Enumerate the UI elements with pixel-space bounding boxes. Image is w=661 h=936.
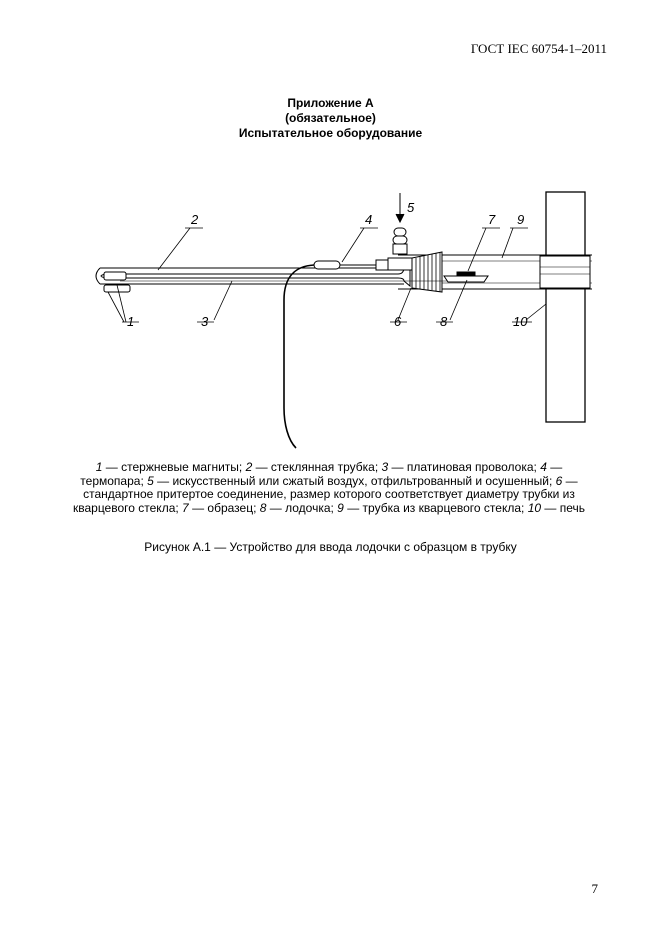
label-2: 2 bbox=[191, 212, 199, 227]
legend-text: — термопара; bbox=[80, 460, 563, 488]
sample bbox=[457, 272, 475, 276]
label-1: 1 bbox=[127, 314, 135, 329]
thermocouple-lead bbox=[284, 265, 314, 448]
legend-text: — стеклянная трубка; bbox=[252, 460, 382, 474]
legend-number: 5 bbox=[147, 473, 154, 488]
legend-text: — трубка из кварцевого стекла; bbox=[343, 500, 528, 515]
appendix-title: Приложение А bbox=[287, 96, 374, 110]
label-6: 6 bbox=[394, 314, 402, 329]
figure-legend bbox=[66, 461, 592, 515]
label-3: 3 bbox=[201, 314, 209, 329]
ground-joint bbox=[412, 252, 442, 292]
label-8: 8 bbox=[440, 314, 448, 329]
legend-number: 2 bbox=[245, 460, 253, 474]
label-9: 9 bbox=[517, 212, 525, 227]
legend-number: 9 bbox=[337, 500, 344, 515]
legend-text: — искусственный или сжатый воздух, отфильтрованный и осушенный; bbox=[153, 473, 556, 488]
legend-text: — платиновая проволока; bbox=[388, 460, 541, 474]
legend-text: — образец; bbox=[188, 500, 260, 515]
appendix-subtitle: Испытательное оборудование bbox=[238, 126, 423, 140]
legend-number: 10 bbox=[527, 500, 542, 515]
thermocouple-sleeve bbox=[314, 261, 340, 269]
figure-caption: Рисунок А.1 — Устройство для ввода лодочки с образцом в трубку bbox=[144, 540, 517, 554]
label-4: 4 bbox=[365, 212, 373, 227]
apparatus-diagram bbox=[0, 180, 661, 460]
legend-text: — стандартное притертое соединение, размер которого соответствует диаметру трубки из кварцевого стекла; bbox=[72, 473, 578, 515]
legend-number: 8 bbox=[259, 500, 267, 515]
legend-number: 3 bbox=[381, 460, 389, 474]
furnace bbox=[546, 192, 585, 422]
rod-magnet bbox=[104, 272, 126, 280]
standard-header: ГОСТ IEC 60754-1–2011 bbox=[470, 41, 607, 56]
label-5: 5 bbox=[407, 200, 415, 215]
legend-number: 7 bbox=[182, 500, 189, 515]
legend-number: 4 bbox=[540, 460, 547, 474]
page-number: 7 bbox=[591, 881, 598, 896]
boat bbox=[444, 276, 488, 282]
joint-hatching bbox=[416, 252, 440, 292]
label-10: 10 bbox=[513, 314, 528, 329]
legend-number: 1 bbox=[95, 460, 103, 474]
glass-tube bbox=[96, 262, 410, 286]
appendix-status: (обязательное) bbox=[285, 111, 376, 125]
legend-text: — стержневые магниты; bbox=[102, 460, 246, 474]
legend-text: — лодочка; bbox=[266, 500, 338, 515]
legend-text: — печь bbox=[541, 500, 585, 515]
legend-number: 6 bbox=[555, 473, 563, 488]
label-7: 7 bbox=[488, 212, 496, 227]
